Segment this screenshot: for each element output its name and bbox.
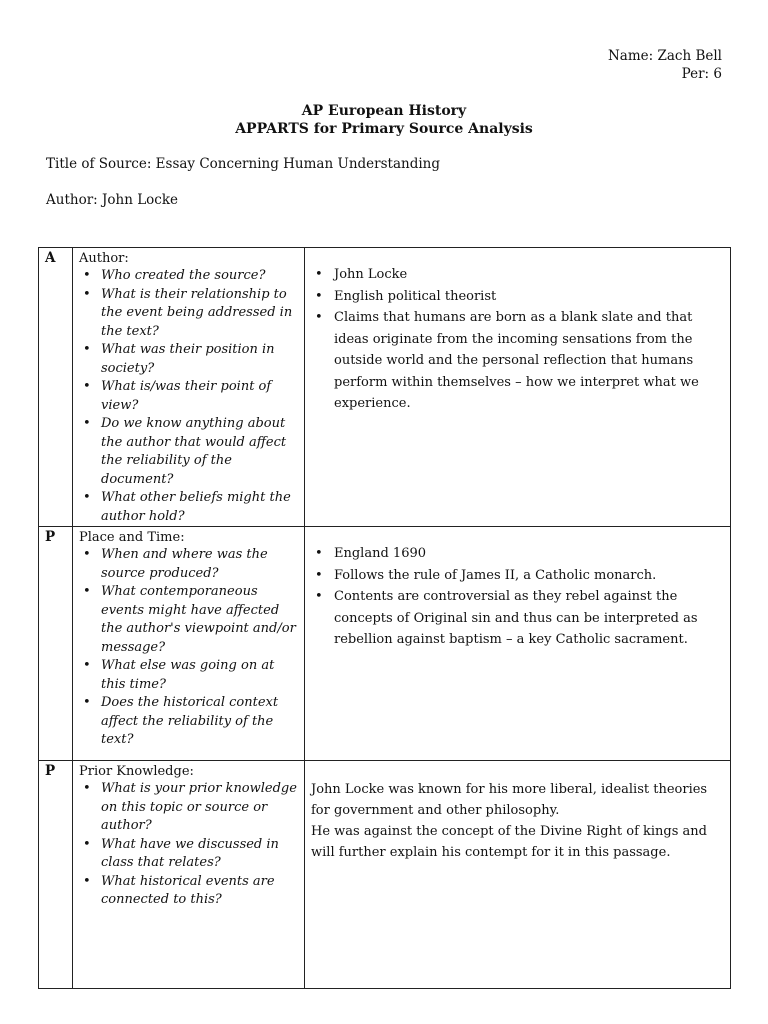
class-period: Per: 6 (681, 66, 722, 82)
table-row-prior-knowledge (39, 761, 731, 989)
row-letter: A (39, 248, 73, 527)
source-author: Author: John Locke (46, 192, 179, 208)
student-info (608, 47, 722, 83)
row-heading: Author: (79, 251, 129, 266)
question-item: • What is your prior knowledge on this topic or source or author? (79, 780, 300, 836)
worksheet-title: APPARTS for Primary Source Analysis (235, 121, 533, 137)
source-title: Title of Source: Essay Concerning Human Understanding (46, 156, 440, 172)
answer-cell (305, 761, 731, 989)
answer-item: • Follows the rule of James II, a Catholic monarch. (311, 565, 722, 587)
question-item: • Does the historical context affect the reliability of the text? (79, 694, 300, 750)
answer-list (311, 543, 722, 651)
question-item: • What other beliefs might the author hold? (79, 489, 300, 526)
answer-paragraph: He was against the concept of the Divine Right of kings and will further explain his contempt for it in this passage. (311, 824, 707, 860)
answer-paragraph: John Locke was known for his more liberal, idealist theories for government and other philosophy. (311, 782, 708, 818)
answer-list (311, 264, 722, 415)
answer-item: • England 1690 (311, 543, 722, 565)
document-title (0, 102, 768, 138)
question-list (79, 780, 300, 910)
question-item: • What is/was their point of view? (79, 378, 300, 415)
question-list (79, 267, 300, 526)
student-name: Name: Zach Bell (607, 48, 722, 64)
question-item: • What have we discussed in class that relates? (79, 836, 300, 873)
question-item: • What contemporaneous events might have affected the author's viewpoint and/or message? (79, 583, 300, 657)
answer-item: • John Locke (311, 264, 722, 286)
row-heading: Place and Time: (79, 530, 185, 545)
question-item: • What is their relationship to the event being addressed in the text? (79, 286, 300, 342)
answer-item: • English political theorist (311, 286, 722, 308)
answer-item: • Claims that humans are born as a blank slate and that ideas originate from the incoming sensations from the outside world and the personal reflection that humans perform within themselves – how we interpret what we experience. (311, 307, 722, 415)
answer-prose (311, 777, 722, 863)
question-item: • Who created the source? (79, 267, 300, 286)
question-cell (73, 248, 305, 527)
apparts-table (38, 247, 731, 989)
question-item: • What else was going on at this time? (79, 657, 300, 694)
question-cell (73, 527, 305, 761)
question-cell (73, 761, 305, 989)
question-item: • Do we know anything about the author that would affect the reliability of the document? (79, 415, 300, 489)
row-letter: P (39, 527, 73, 761)
answer-item: • Contents are controversial as they rebel against the concepts of Original sin and thus can be interpreted as rebellion against baptism – a key Catholic sacrament. (311, 586, 722, 651)
answer-cell (305, 527, 731, 761)
answer-cell (305, 248, 731, 527)
question-item: • When and where was the source produced? (79, 546, 300, 583)
question-item: • What historical events are connected to this? (79, 873, 300, 910)
question-item: • What was their position in society? (79, 341, 300, 378)
question-list (79, 546, 300, 750)
course-title: AP European History (301, 103, 467, 119)
table-row-author (39, 248, 731, 527)
row-heading: Prior Knowledge: (79, 764, 194, 779)
row-letter: P (39, 761, 73, 989)
table-row-place-time (39, 527, 731, 761)
